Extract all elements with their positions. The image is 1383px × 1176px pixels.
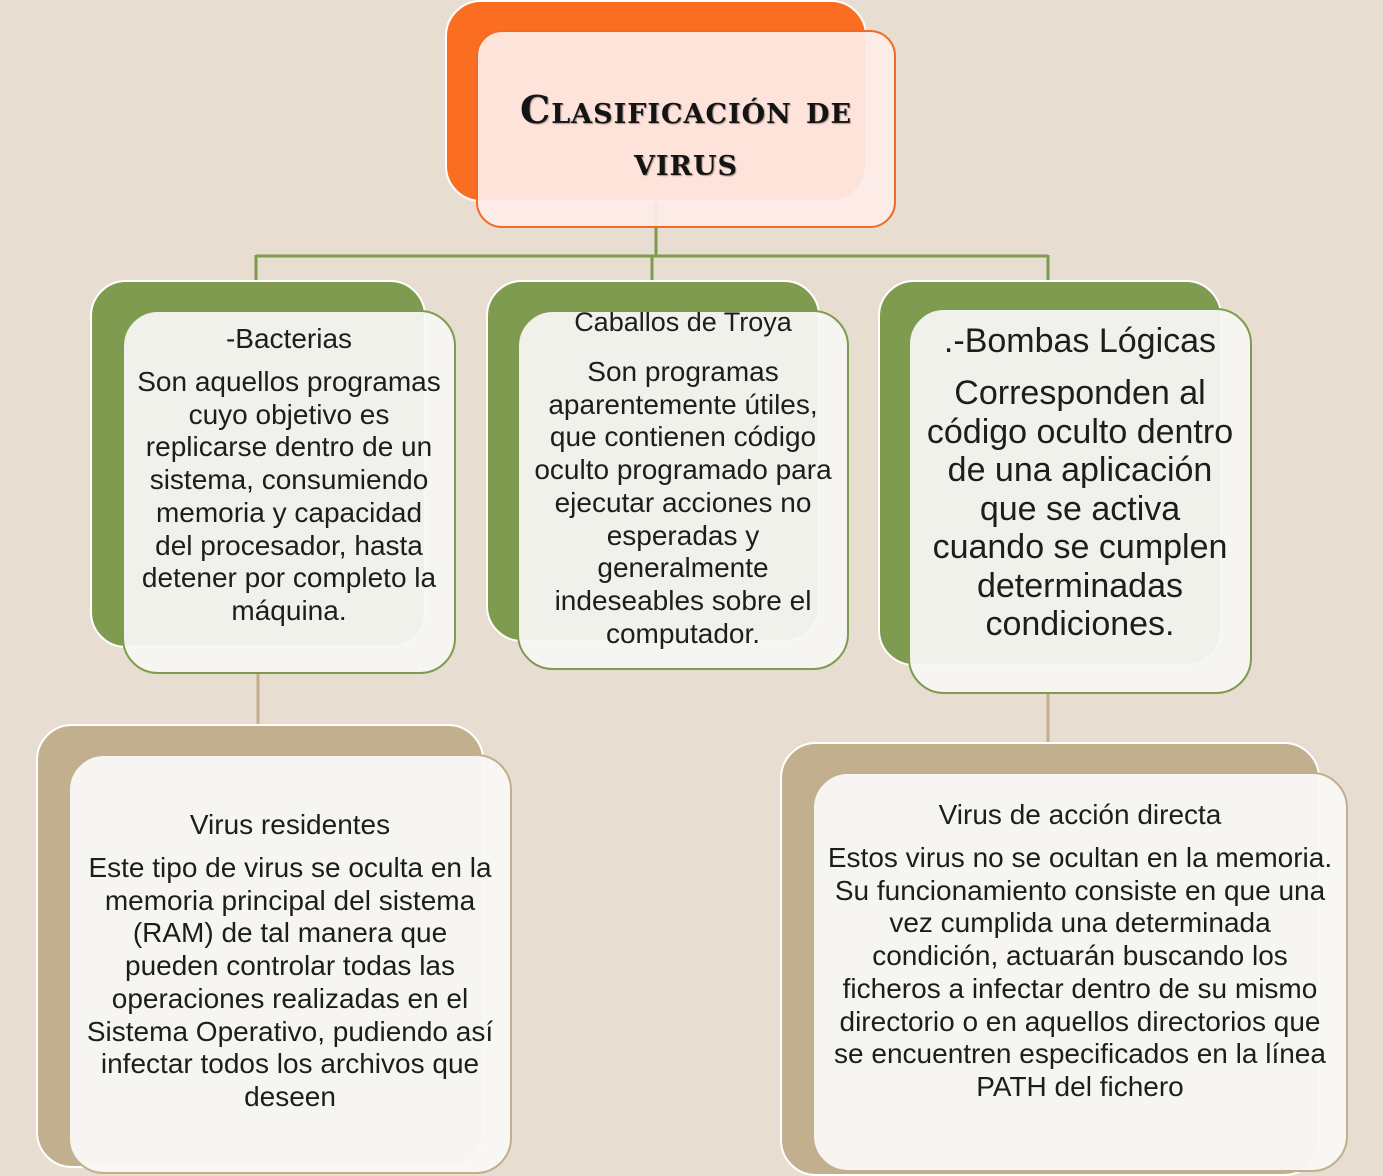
residentes-node: [68, 754, 512, 1174]
accion-directa-node: [812, 772, 1348, 1172]
residentes-heading: Virus residentes: [189, 809, 391, 840]
caballos-heading: Caballos de Troya: [574, 310, 792, 337]
residentes-body: Este tipo de virus se oculta en la memoria principal del sistema (RAM) de tal manera que pueden controlar todas las operaciones realizadas en el Sistema Operativo, pudiendo así infectar todos los archivos que deseen: [86, 852, 494, 1112]
bacterias-heading: -Bacterias: [225, 323, 353, 354]
bombas-node: [908, 308, 1252, 694]
caballos-body: Son programas aparentemente útiles, que contienen código oculto programado para ejecutar acciones no esperadas y generalmente indeseables sobre el computador.: [534, 356, 832, 649]
accion-directa-heading: Virus de acción directa: [938, 799, 1222, 830]
title-node: [476, 30, 896, 228]
bombas-heading: .-Bombas Lógicas: [943, 322, 1217, 360]
caballos-node: [517, 310, 849, 670]
diagram-title: Clasificación de virus: [519, 87, 853, 184]
bacterias-body: Son aquellos programas cuyo objetivo es replicarse dentro de un sistema, consumiendo memoria y capacidad del procesador, hasta detener por completo la máquina.: [137, 366, 441, 626]
bacterias-node: [122, 310, 456, 674]
accion-directa-body: Estos virus no se ocultan en la memoria. Su funcionamiento consiste en que una vez cumplida una determinada condición, actuarán buscando los ficheros a infectar dentro de su mismo directorio o en aquellos directorios que se encuentren especificados en la línea PATH del fichero: [827, 842, 1333, 1102]
bombas-body: Corresponden al código oculto dentro de una aplicación que se activa cuando se cumplen determinadas condiciones.: [926, 374, 1234, 643]
